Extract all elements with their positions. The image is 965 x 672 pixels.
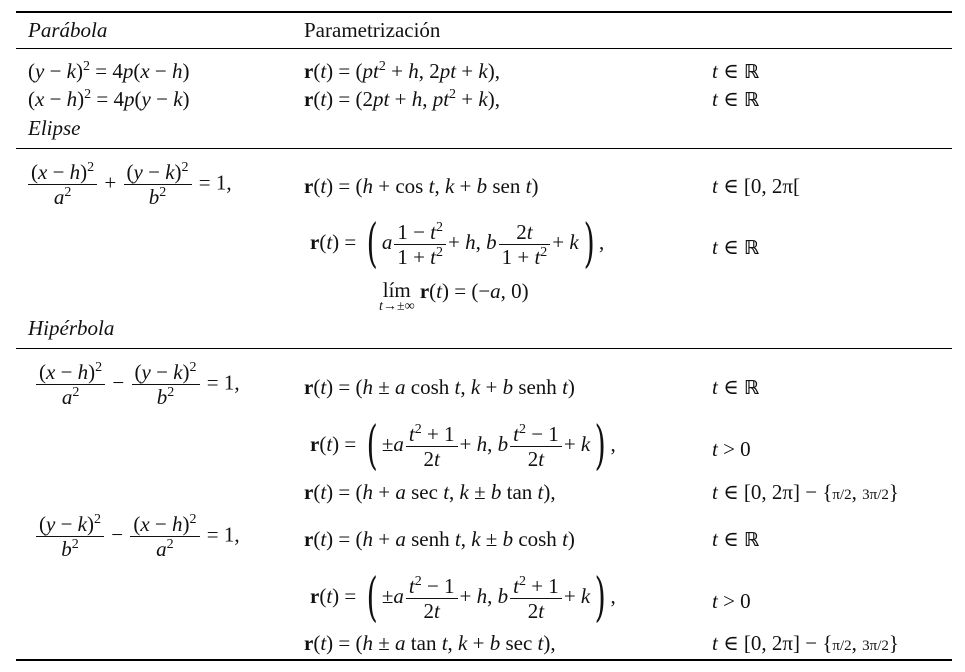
header-col-parabola: Parábola	[28, 18, 108, 42]
section-hiperbola: Hipérbola	[28, 316, 115, 340]
hiperbola-domain-4: t ∈ ℝ	[712, 527, 760, 551]
elipse-param-1: r(t) = (h + cos t, k + b sen t)	[304, 174, 539, 198]
header-rule	[16, 48, 952, 49]
elipse-limit: lím t→±∞ r(t) = (−a, 0)	[379, 278, 529, 314]
hiperbola-eq-1: $\frac{(x - h)^2}{a^2}$ − $\frac{(y - k)^2}{b^2}$ = 1,	[34, 360, 240, 409]
hiperbola-rule	[16, 348, 952, 349]
hiperbola-eq-2: $\frac{(y - k)^2}{b^2}$ − $\frac{(x - h)^2}{a^2}$ = 1,	[34, 512, 240, 561]
elipse-domain-1: t ∈ [0, 2π[	[712, 174, 800, 198]
hiperbola-param-2: r(t) = ( ±a $\frac{t^2 + 1}{2t}$ + h, b $\frac{t^2 - 1}{2t}$ + k) ,	[310, 416, 616, 476]
hiperbola-domain-1: t ∈ ℝ	[712, 375, 760, 399]
hiperbola-param-3: r(t) = (h + a sec t, k ± b tan t),	[304, 480, 556, 504]
elipse-param-2: r(t) = ( a $\frac{1 - t^2}{1 + t^2}$ + h, b $\frac{2t}{1 + t^2}$ + k) ,	[310, 214, 605, 274]
parabola-eq-2: $(x - h)^2 = 4p(y - k)$	[28, 87, 190, 111]
parabola-param-1: $r(t) = (pt^2 + h$, 2pt + k),	[304, 59, 500, 83]
top-rule	[16, 11, 952, 13]
elipse-rule	[16, 148, 952, 149]
hiperbola-domain-6: t ∈ [0, 2π] − {π/2, 3π/2}	[712, 631, 899, 655]
hiperbola-param-1: r(t) = (h ± a cosh t, k + b senh t)	[304, 375, 575, 399]
header-col-parametrizacion: Parametrización	[304, 18, 441, 42]
hiperbola-domain-3: t ∈ [0, 2π] − {π/2, 3π/2}	[712, 480, 899, 504]
elipse-domain-2: t ∈ ℝ	[712, 235, 760, 259]
hiperbola-param-6: r(t) = (h ± a tan t, k + b sec t),	[304, 631, 556, 655]
parabola-param-2: r(t) = (2pt + h, $pt^2 + k$),	[304, 87, 500, 111]
parabola-domain-2: t ∈ ℝ	[712, 87, 760, 111]
hiperbola-domain-5: t > 0	[712, 589, 751, 613]
parabola-eq-1: $(y - k)^2 = 4p(x - h)$	[28, 59, 190, 83]
hiperbola-param-5: r(t) = ( ±a $\frac{t^2 - 1}{2t}$ + h, b $\frac{t^2 + 1}{2t}$ + k) ,	[310, 568, 616, 628]
parabola-domain-1: t ∈ ℝ	[712, 59, 760, 83]
hiperbola-param-4: r(t) = (h + a senh t, k ± b cosh t)	[304, 527, 575, 551]
bottom-rule	[16, 659, 952, 661]
hiperbola-domain-2: t > 0	[712, 437, 751, 461]
elipse-eq: $\frac{(x - h)^2}{a^2}$ + $\frac{(y - k)^2}{b^2}$ = 1,	[26, 160, 232, 209]
section-elipse: Elipse	[28, 116, 81, 140]
